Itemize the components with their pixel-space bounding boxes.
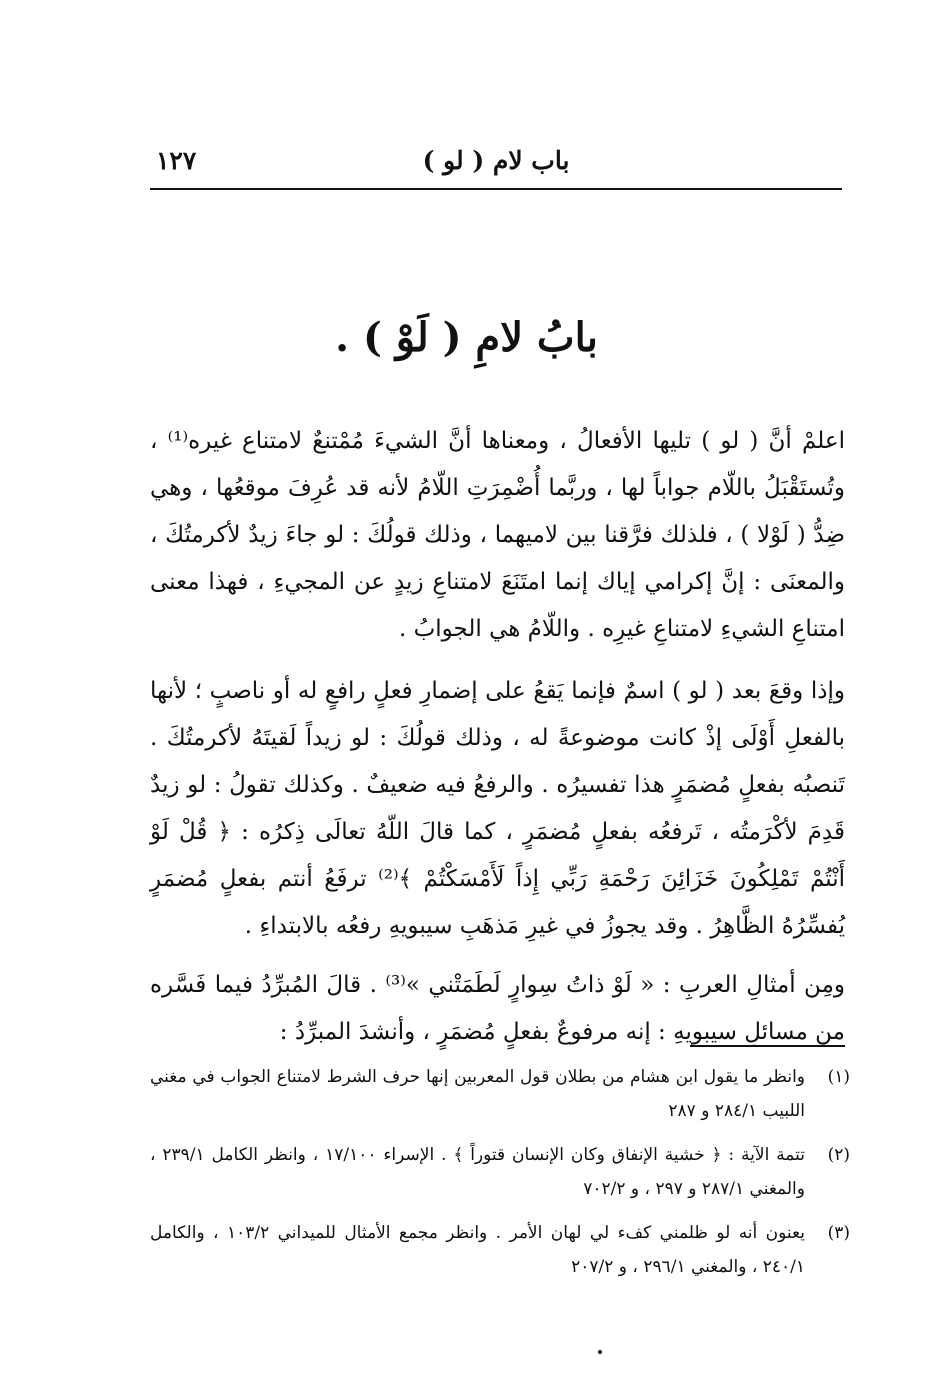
running-header: [150, 140, 842, 190]
footnote-mark: (١): [827, 1067, 850, 1087]
body-paragraph-2: [150, 668, 845, 950]
body-paragraph-3: [150, 962, 845, 1056]
footnote-mark: (٣): [827, 1223, 850, 1243]
chapter-title: بابُ لامِ ( لَوْ ) .: [335, 314, 598, 361]
footnote-mark: (٢): [827, 1145, 850, 1165]
footnote-text: تتمة الآية : ﴿ خشية الإنفاق وكان الإنسان قتوراً ﴾ . الإسراء ١٧/١٠٠ ، وانظر الكامل ٢٣٩/١ ، والمغني ٢٨٧/١ و ٢٩٧ ، و ٧٠٢/٢: [150, 1145, 805, 1199]
footnote-2: [150, 1138, 850, 1206]
running-title: باب لام ( لو ): [422, 146, 570, 175]
page-number: ١٢٧: [156, 146, 197, 175]
footnote-text: وانظر ما يقول ابن هشام من بطلان قول المعربين إنها حرف الشرط لامتناع الجواب في مغني اللبيب ٢٨٤/١ و ٢٨٧: [150, 1067, 805, 1121]
body-paragraph-1: [150, 418, 845, 653]
footnote-3: [150, 1216, 850, 1284]
scan-speck: [598, 1350, 602, 1354]
footnotes-section: [150, 1060, 850, 1294]
paragraph-text: اعلمْ أنَّ ( لو ) تليها الأفعالُ ، ومعناها أنَّ الشيءَ مُمْتنعٌ لامتناع غيره⁽¹⁾ ، وتُستَقْبَلُ باللّام جواباً لها ، وربَّما أُضْمِرَتِ اللّامُ لأنه قد عُرِفَ موقعُها ، وهي ضِدُّ ( لَوْلا ) ، فلذلك فرَّقنا بين لاميهما ، وذلك قولُكَ : لو جاءَ زيدٌ لأكرمتُكَ ، والمعنَى : إنَّ إكرامي إياك إنما امتَنَعَ لامتناعِ زيدٍ عن المجيءِ ، فهذا معنى امتناعِ الشيءِ لامتناعِ غيرِه . واللّامُ هي الجوابُ .: [150, 428, 846, 642]
paragraph-text: ومِن أمثالِ العربِ : « لَوْ ذاتُ سِوارٍ لَطَمَتْني »⁽³⁾ . قالَ المُبرِّدُ فيما فَسَّره من مسائلِ سيبويهِ : إنه مرفوعٌ بفعلٍ مُضمَرٍ ، وأنشدَ المبرِّدُ :: [150, 972, 845, 1045]
footnote-divider: [690, 1045, 845, 1047]
footnote-1: [150, 1060, 850, 1128]
footnote-text: يعنون أنه لو ظلمني كفء لي لهان الأمر . وانظر مجمع الأمثال للميداني ١٠٣/٢ ، والكامل ٢٤٠/١ ، والمغني ٢٩٦/١ ، و ٢٠٧/٢: [150, 1223, 805, 1277]
paragraph-text: وإذا وقعَ بعد ( لو ) اسمٌ فإنما يَقعُ على إضمارِ فعلٍ رافعٍ له أو ناصبٍ ؛ لأنها بالفعلِ أَوْلَى إذْ كانت موضوعةً له ، وذلك قولُكَ : لو زيداً لَقيتَهُ لأكرمتُكَ . تَنصبُه بفعلٍ مُضمَرٍ هذا تفسيرُه . والرفعُ فيه ضعيفٌ . وكذلك تقولُ : لو زيدٌ قَدِمَ لأكْرَمتُه ، تَرفعُه بفعلٍ مُضمَرٍ ، كما قالَ اللّهُ تعالَى ذِكرُه : ﴿ قُلْ لَوْ أَنْتُمْ تَمْلِكُونَ خَزَائِنَ رَحْمَةِ رَبِّي إِذاً لَأَمْسَكْتُمْ ﴾⁽²⁾ ترفَعُ أنتم بفعلٍ مُضمَرٍ يُفسِّرُهُ الظَّاهِرُ . وقد يجوزُ في غيرِ مَذهَبِ سيبويهِ رفعُه بالابتداءِ .: [150, 678, 846, 939]
